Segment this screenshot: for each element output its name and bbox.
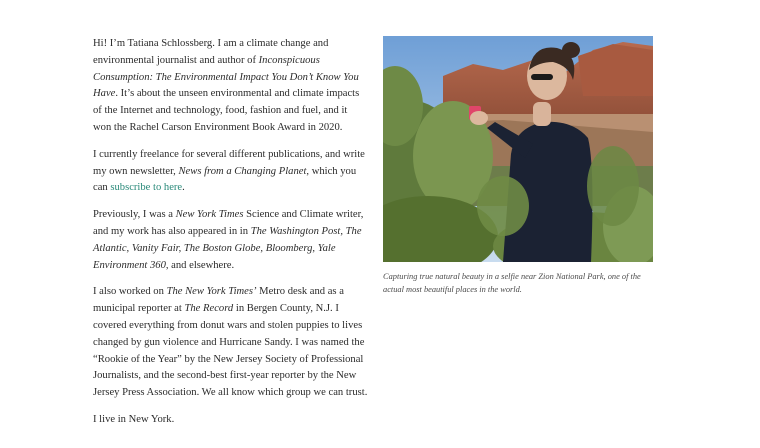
bio-paragraph-metro [93,284,368,402]
bio-paragraph-previous [93,207,368,274]
bio-text [93,36,368,439]
previous-text: Previously, I was a [93,209,176,221]
book-title: Inconspicuous Consumption: The Environmental Impact You Don’t Know You Have [93,54,359,100]
bio-paragraph-intro [93,36,368,137]
nyt-title: New York Times [175,209,244,221]
previous-text-3: , and elsewhere. [165,259,235,271]
photo-caption: Capturing true natural beauty in a selfie near Zion National Park, one of the actual most beautiful places in the world. [383,272,641,294]
bio-paragraph-newsletter [93,147,368,197]
selfie-photo [383,36,653,262]
bio-paragraph-location: I live in New York. [93,413,175,425]
photo-figure [383,36,653,296]
metro-text-2: Metro desk and as a municipal reporter at [93,286,344,315]
publications-list: The Washington Post, The Atlantic, Vanity Fair, The Boston Globe, Bloomberg, Yale Environment 360 [93,225,362,271]
subscribe-link[interactable]: subscribe to here [110,182,183,194]
newsletter-title: News from a Changing Planet [178,165,307,177]
newsletter-text-2: , which you can [93,165,357,194]
metro-text: I also worked on [93,286,167,298]
newsletter-text: I currently freelance for several different publications, and write my own newsletter, [93,148,365,177]
metro-text-3: in Bergen County, N.J. I covered everything from donut wars and stolen puppies to lives changed by gun violence and Hurricane Sandy. I was named the “Rookie of the Year” by the New Jersey Society of Professional Journalists, and the second-best first-year reporter by the New Jersey Press Association. We all know which group we can trust. [93,303,368,399]
previous-text-2: Science and Climate writer, and my work has also appeared in in [93,209,364,237]
newsletter-text-3: . [182,182,185,194]
bio-intro-text: Hi! I’m Tatiana Schlossberg. I am a climate change and environmental journalist and author of [93,38,329,66]
bio-intro-text-2: . It’s about the unseen environmental and climate impacts of the Internet and technology, food, fashion and fuel, and it won the Rachel Carson Environment Book Award in 2020. [93,88,360,133]
record-title: The Record [184,303,234,315]
nyt-metro-title: The New York Times’ [166,286,257,298]
